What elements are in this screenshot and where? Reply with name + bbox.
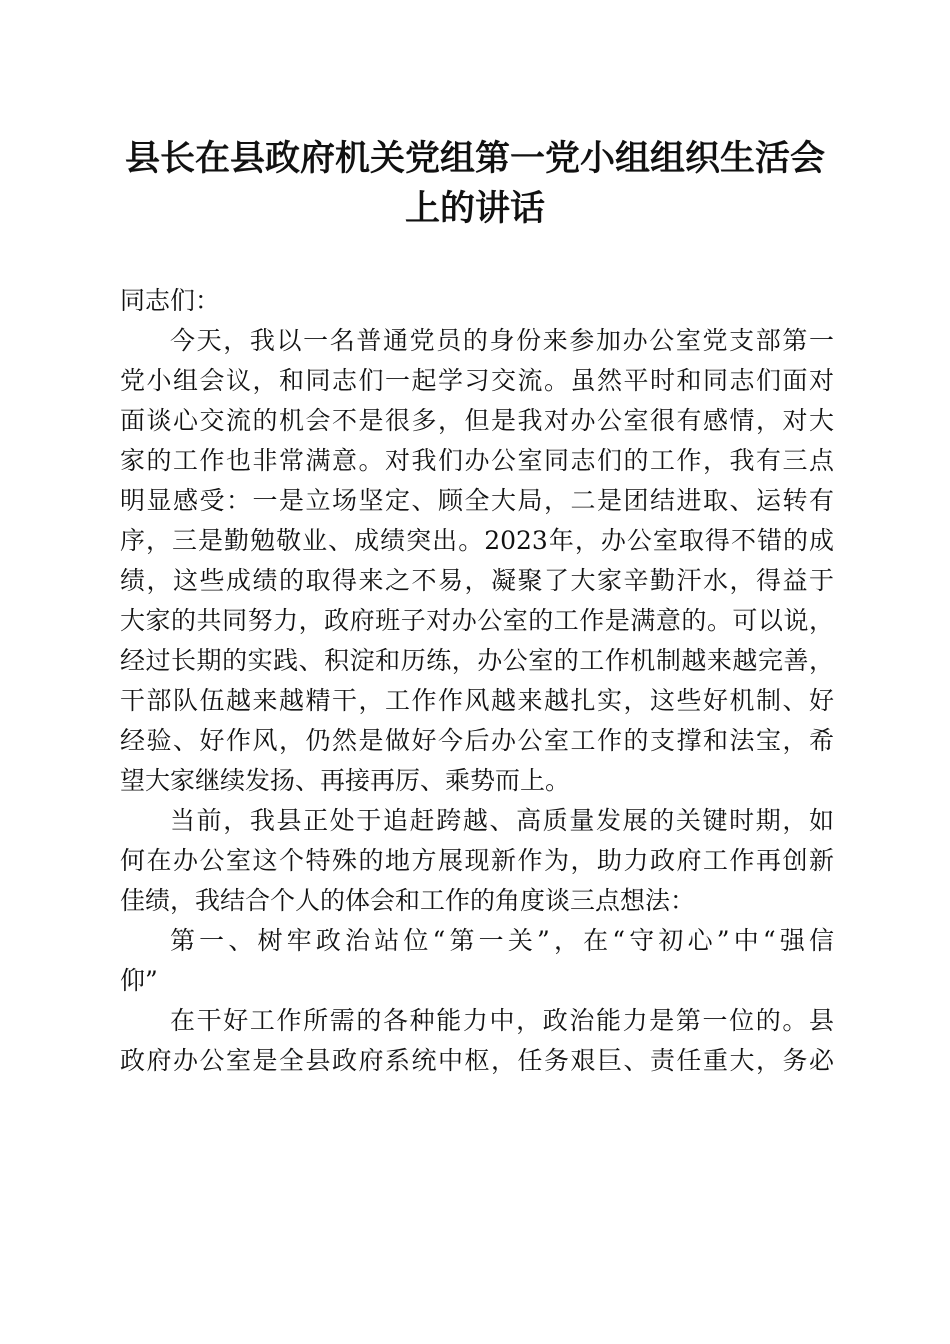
body-line: 大家的共同努力，政府班子对办公室的工作是满意的。可以说，	[120, 606, 834, 635]
body-line: 绩，这些成绩的取得来之不易，凝聚了大家辛勤汗水，得益于	[120, 566, 834, 595]
body-line: 明显感受：一是立场坚定、顾全大局，二是团结进取、运转有	[120, 486, 834, 515]
section-heading-line: 仰”	[120, 966, 158, 995]
section-heading-line: 第一、树牢政治站位“第一关”，在“守初心”中“强信	[170, 926, 834, 955]
body-line: 党小组会议，和同志们一起学习交流。虽然平时和同志们面对	[120, 366, 834, 395]
body-line: 经过长期的实践、积淀和历练，办公室的工作机制越来越完善，	[120, 646, 834, 675]
body-line: 面谈心交流的机会不是很多，但是我对办公室很有感情，对大	[120, 406, 834, 435]
body-line: 经验、好作风，仍然是做好今后办公室工作的支撑和法宝，希	[120, 726, 834, 755]
body-line: 家的工作也非常满意。对我们办公室同志们的工作，我有三点	[120, 446, 834, 475]
body-line: 当前，我县正处于追赶跨越、高质量发展的关键时期，如	[170, 806, 834, 835]
salutation: 同志们：	[120, 286, 221, 315]
body-line: 在干好工作所需的各种能力中，政治能力是第一位的。县	[170, 1006, 834, 1035]
body-line: 佳绩，我结合个人的体会和工作的角度谈三点想法：	[120, 886, 696, 915]
document-title-line-1: 县长在县政府机关党组第一党小组组织生活会	[124, 138, 825, 179]
body-line: 政府办公室是全县政府系统中枢，任务艰巨、责任重大，务必	[120, 1046, 834, 1075]
body-line: 何在办公室这个特殊的地方展现新作为，助力政府工作再创新	[120, 846, 834, 875]
document-title-line-2: 上的讲话	[404, 188, 545, 229]
body-line: 干部队伍越来越精干，工作作风越来越扎实，这些好机制、好	[120, 686, 834, 715]
body-line: 今天，我以一名普通党员的身份来参加办公室党支部第一	[170, 326, 834, 355]
body-line: 序，三是勤勉敬业、成绩突出。2023年，办公室取得不错的成	[120, 526, 834, 555]
body-line: 望大家继续发扬、再接再厉、乘势而上。	[120, 766, 571, 795]
